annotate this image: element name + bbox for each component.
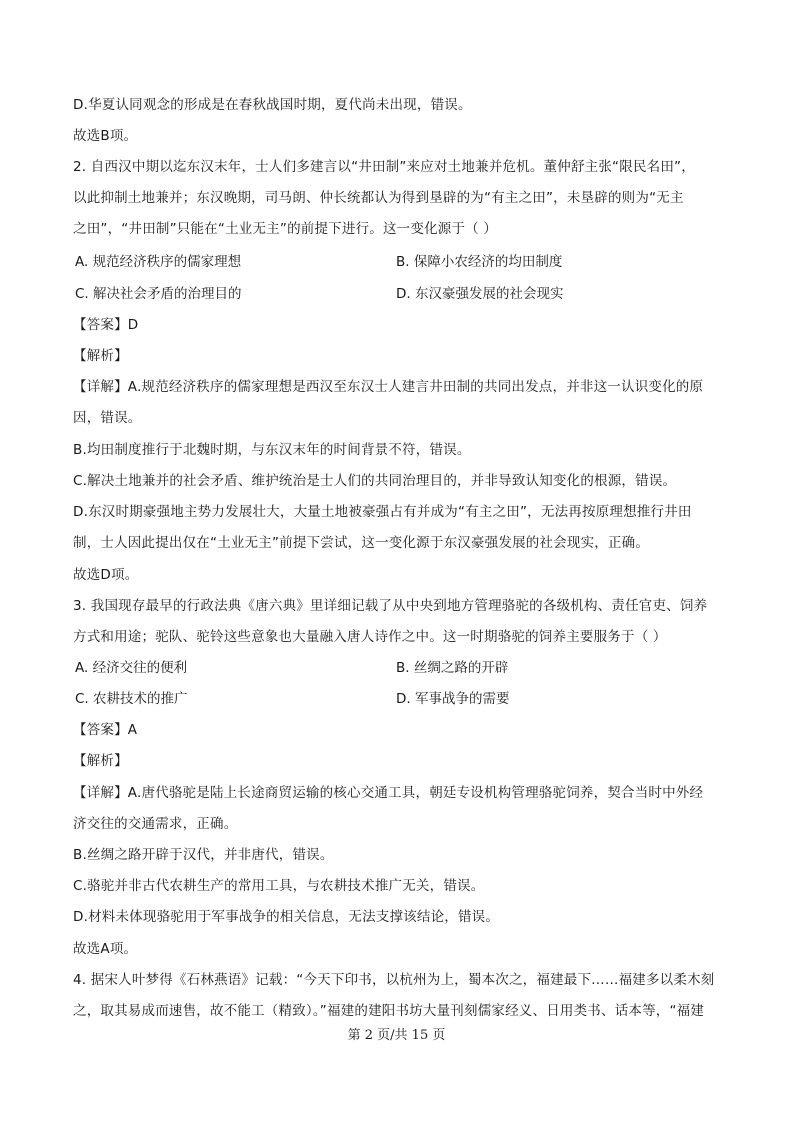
- explanation-line: C.骆驼并非古代农耕生产的常用工具，与农耕技术推广无关，错误。: [73, 878, 485, 894]
- explanation-line: 济交往的交通需求，正确。: [73, 816, 238, 832]
- explanation-line: 故选A项。: [73, 941, 138, 957]
- explanation-line: D.材料未体现骆驼用于军事战争的相关信息，无法支撑该结论，错误。: [73, 909, 500, 925]
- q3-option-a: A. 经济交往的便利: [75, 660, 188, 676]
- q3-option-c: C. 农耕技术的推广: [75, 691, 188, 707]
- analysis-label: 【解析】: [73, 753, 128, 769]
- q3-option-b: B. 丝绸之路的开辟: [396, 660, 509, 676]
- explanation-line: 故选D项。: [73, 567, 139, 583]
- explanation-line: C.解决土地兼并的社会矛盾、维护统治是士人们的共同治理目的，并非导致认知变化的根源，错误。: [73, 473, 677, 489]
- page-footer: 第 2 页/共 15 页: [347, 1028, 446, 1043]
- explanation-line: 【详解】A.唐代骆驼是陆上长途商贸运输的核心交通工具，朝廷专设机构管理骆驼饲养，契合当时中外经: [73, 785, 704, 801]
- question-2-stem: 2. 自西汉中期以迄东汉末年，士人们多建言以“井田制”来应对土地兼并危机。董仲舒主张“限民名田”，: [73, 159, 695, 175]
- question-3-stem: 3. 我国现存最早的行政法典《唐六典》里详细记载了从中央到地方管理骆驼的各级机构、责任官吏、饲养: [73, 598, 708, 614]
- q3-option-d: D. 军事战争的需要: [396, 691, 510, 707]
- text-line: 故选B项。: [73, 128, 138, 144]
- explanation-line: 因，错误。: [73, 410, 142, 426]
- answer-label: 【答案】D: [73, 317, 139, 333]
- q2-option-c: C. 解决社会矛盾的治理目的: [75, 286, 242, 302]
- question-4-stem: 之，取其易成而速售，故不能工（精致）。”福建的建阳书坊大量刊刻儒家经义、日用类书、话本等，“福建: [73, 1003, 705, 1019]
- question-3-stem: 方式和用途；驼队、驼铃这些意象也大量融入唐人诗作之中。这一时期骆驼的饲养主要服务于（ ）: [73, 629, 667, 645]
- explanation-line: D.东汉时期豪强地主势力发展壮大，大量土地被豪强占有并成为“有主之田”，无法再按原理想推行井田: [73, 504, 692, 520]
- explanation-line: 制，士人因此提出仅在“土业无主”前提下尝试，这一变化源于东汉豪强发展的社会现实，正确。: [73, 535, 650, 551]
- analysis-label: 【解析】: [73, 348, 128, 364]
- answer-label: 【答案】A: [73, 722, 138, 738]
- question-2-stem: 之田”，“井田制”只能在“土业无主”的前提下进行。这一变化源于（ ）: [73, 221, 498, 237]
- explanation-line: B.丝绸之路开辟于汉代，并非唐代，错误。: [73, 847, 334, 863]
- question-4-stem: 4. 据宋人叶梦得《石林燕语》记载：“今天下印书，以杭州为上，蜀本次之，福建最下……福建多以柔木刻: [73, 972, 715, 988]
- q2-option-d: D. 东汉豪强发展的社会现实: [396, 286, 564, 302]
- q2-option-b: B. 保障小农经济的均田制度: [396, 254, 563, 270]
- question-2-stem: 以此抑制土地兼并；东汉晚期，司马朗、仲长统都认为得到垦辟的为“有主之田”，未垦辟的则为“无主: [73, 190, 684, 206]
- explanation-line: B.均田制度推行于北魏时期，与东汉末年的时间背景不符，错误。: [73, 442, 471, 458]
- text-line: D.华夏认同观念的形成是在春秋战国时期，夏代尚未出现，错误。: [73, 97, 472, 113]
- q2-option-a: A. 规范经济秩序的儒家理想: [75, 254, 242, 270]
- explanation-line: 【详解】A.规范经济秩序的儒家理想是西汉至东汉士人建言井田制的共同出发点，并非这一认识变化的原: [73, 379, 704, 395]
